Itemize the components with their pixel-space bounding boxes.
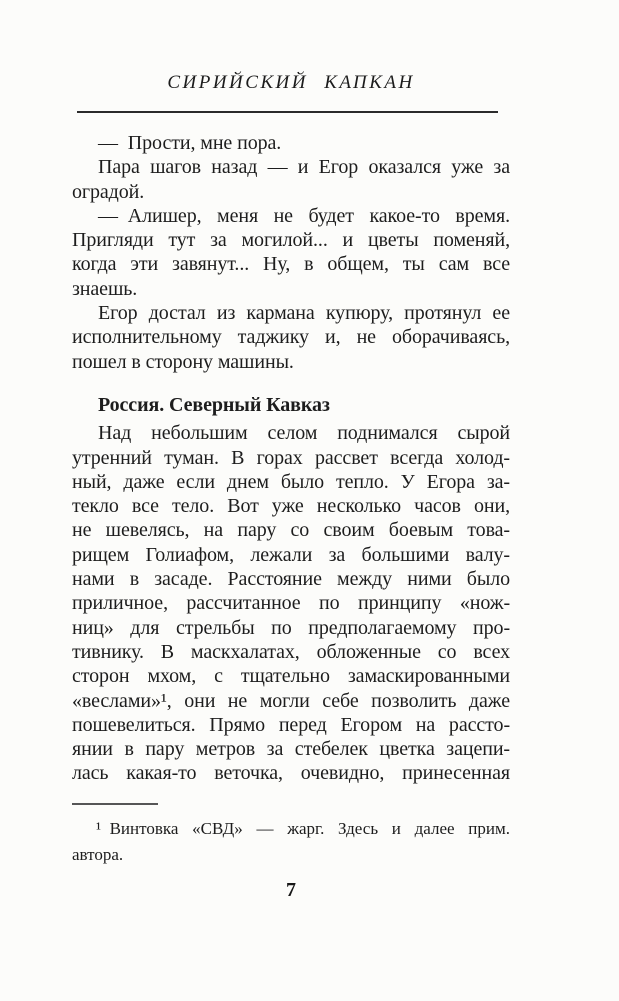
text-line: — Прости, мне пора. xyxy=(98,132,282,154)
paragraph xyxy=(72,155,510,204)
footnote xyxy=(72,816,510,868)
paragraph xyxy=(72,204,510,301)
text-line: нами в засаде. Расстояние между ними было xyxy=(72,568,510,591)
text-line: янии в пару метров за стебелек цветка зацепи- xyxy=(72,738,510,761)
paragraph xyxy=(72,131,510,155)
text-line: «веслами»¹, они не могли себе позволить даже xyxy=(72,689,510,712)
text-line: Егор достал из кармана купюру, протянул ее xyxy=(98,302,510,325)
text-line: рищем Голиафом, лежали за большими валу- xyxy=(72,543,510,566)
text-line: ¹ Винтовка «СВД» — жарг. Здесь и далее прим. xyxy=(96,818,510,838)
text-line: пошевелиться. Прямо перед Егором на рассто- xyxy=(72,713,510,736)
text-line: текло все тело. Вот уже несколько часов они, xyxy=(72,495,510,518)
text-line: оградой. xyxy=(72,180,145,203)
text-line: — Алишер, меня не будет какое-то время. xyxy=(98,204,510,227)
page-number: 7 xyxy=(286,879,296,901)
text-line: пошел в сторону машины. xyxy=(72,350,294,373)
text-line: не шевелясь, на пару со своим боевым това- xyxy=(72,519,510,542)
text-line: лась какая-то веточка, очевидно, принесенная xyxy=(72,762,510,785)
text-line: автора. xyxy=(72,844,124,864)
text-line: Над небольшим селом поднимался сырой xyxy=(98,422,510,445)
text-line: когда эти завянут... Ну, в общем, ты сам все xyxy=(72,253,510,276)
text-line: исполнительному таджику и, не оборачиваясь, xyxy=(72,326,510,349)
paragraph xyxy=(72,421,510,785)
text-line: Россия. Северный Кавказ xyxy=(98,393,330,416)
text-line: Пара шагов назад — и Егор оказался уже за xyxy=(98,156,510,179)
header-rule xyxy=(77,111,498,113)
text-line: приличное, рассчитанное по принципу «нож- xyxy=(72,592,510,615)
body-text xyxy=(72,131,510,868)
footnote-separator xyxy=(72,803,158,805)
text-line: ный, даже если днем было тепло. У Егора за- xyxy=(72,470,510,493)
text-line: знаешь. xyxy=(72,277,138,300)
text-line: утренний туман. В горах рассвет всегда холод- xyxy=(72,446,510,469)
section-heading xyxy=(72,393,510,417)
text-line: сторон мхом, с тщательно замаскированными xyxy=(72,665,510,688)
running-header-title: СИРИЙСКИЙ КАПКАН xyxy=(167,72,415,93)
text-line: Пригляди тут за могилой... и цветы поменяй, xyxy=(72,229,510,252)
text-line: ниц» для стрельбы по предполагаемому про- xyxy=(72,616,510,639)
text-line: тивнику. В маскхалатах, обложенные со всех xyxy=(72,640,510,663)
paragraph xyxy=(72,301,510,374)
